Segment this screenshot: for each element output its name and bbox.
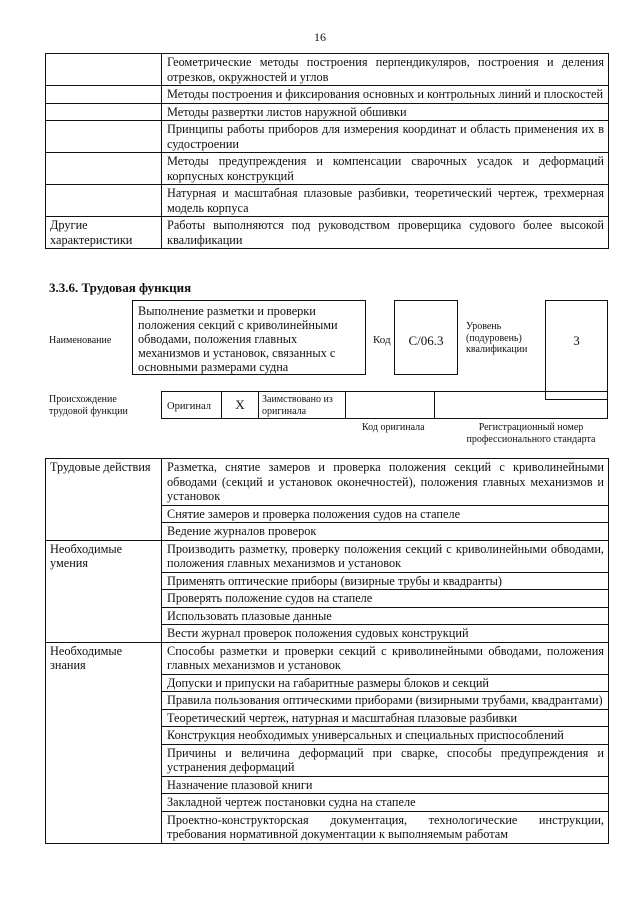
original-label: Оригинал	[167, 401, 211, 412]
original-cell	[162, 392, 222, 418]
empty-label-cell	[46, 86, 162, 104]
list-item: Допуски и припуски на габаритные размеры блоков и секций	[162, 674, 609, 692]
list-item: Ведение журналов проверок	[162, 523, 609, 541]
section-label-skills: Необходимые умения	[46, 540, 162, 642]
other-characteristics-label: Другие характеристики	[46, 217, 162, 249]
code-original-caption: Код оригинала	[362, 422, 425, 433]
reg-number-caption: Регистрационный номер профессионального стандарта	[466, 422, 596, 445]
code-label: Код	[373, 334, 391, 346]
list-item: Правила пользования оптическими приборами (визирными трубами, квадрантами)	[162, 692, 609, 710]
list-item: Способы разметки и проверки секций с криволинейными обводами, положения главных механизмов и установок	[162, 642, 609, 674]
code-original-cell	[345, 392, 435, 418]
empty-label-cell	[46, 185, 162, 217]
list-item: Использовать плазовые данные	[162, 607, 609, 625]
borrowed-label: Заимствовано из оригинала	[262, 394, 333, 417]
table-row	[46, 642, 609, 674]
list-item: Теоретический чертеж, натурная и масштабная плазовые разбивки	[162, 709, 609, 727]
level-label: Уровень (подуровень) квалификации	[466, 321, 528, 355]
list-item: Применять оптические приборы (визирные трубы и квадранты)	[162, 572, 609, 590]
list-item: Натурная и масштабная плазовые разбивки, теоретический чертеж, трехмерная модель корпуса	[162, 185, 609, 217]
code-value: C/06.3	[408, 333, 444, 348]
list-item: Разметка, снятие замеров и проверка положения секций с криволинейными обводами (секций и установок оконечностей), положения главных механизмов и установок	[162, 459, 609, 506]
table-row	[46, 459, 609, 506]
name-label: Наименование	[49, 335, 112, 346]
competency-table-continued	[45, 53, 609, 249]
origin-label: Происхождение трудовой функции	[49, 394, 128, 417]
table-row	[46, 121, 609, 153]
list-item: Методы построения и фиксирования основных и контрольных линий и плоскостей	[162, 86, 609, 104]
page-number: 16	[314, 30, 326, 44]
list-item: Проверять положение судов на стапеле	[162, 590, 609, 608]
list-item: Снятие замеров и проверка положения судов на стапеле	[162, 505, 609, 523]
list-item: Методы предупреждения и компенсации сварочных усадок и деформаций корпусных конструкций	[162, 153, 609, 185]
list-item: Принципы работы приборов для измерения координат и область применения их в судостроении	[162, 121, 609, 153]
empty-label-cell	[46, 121, 162, 153]
section-label-actions: Трудовые действия	[46, 459, 162, 541]
list-item: Назначение плазовой книги	[162, 776, 609, 794]
table-row	[46, 153, 609, 185]
table-row	[46, 86, 609, 104]
code-box	[394, 300, 458, 375]
list-item: Закладной чертеж постановки судна на стапеле	[162, 794, 609, 812]
list-item: Геометрические методы построения перпендикуляров, построения и деления отрезков, окружностей и углов	[162, 54, 609, 86]
function-name-value: Выполнение разметки и проверки положения секций с криволинейными обводами, положения главных механизмов и установок, связанных с основными размерами судна	[138, 304, 338, 374]
function-title: 3.3.6. Трудовая функция	[49, 280, 192, 295]
function-name-box	[132, 300, 366, 375]
list-item: Методы развертки листов наружной обшивки	[162, 103, 609, 121]
original-mark-cell	[222, 392, 259, 418]
empty-label-cell	[46, 54, 162, 86]
list-item: Причины и величина деформаций при сварке, способы предупреждения и устранения деформаций	[162, 744, 609, 776]
labor-function-table	[45, 458, 609, 844]
reg-number-cell	[434, 392, 607, 418]
empty-label-cell	[46, 103, 162, 121]
origin-row	[161, 391, 608, 419]
other-characteristics-text: Работы выполняются под руководством проверщика судового более высокой квалификации	[162, 217, 609, 249]
table-row	[46, 103, 609, 121]
table-row	[46, 217, 609, 249]
level-value: 3	[573, 333, 580, 348]
list-item: Конструкция необходимых универсальных и специальных приспособлений	[162, 727, 609, 745]
table-row	[46, 540, 609, 572]
empty-label-cell	[46, 153, 162, 185]
list-item: Вести журнал проверок положения судовых конструкций	[162, 625, 609, 643]
list-item: Производить разметку, проверку положения секций с криволинейными обводами, положения главных механизмов и установок	[162, 540, 609, 572]
section-label-knowledge: Необходимые знания	[46, 642, 162, 843]
list-item: Проектно-конструкторская документация, технологические инструкции, требования нормативной документации к выполняемым работам	[162, 811, 609, 843]
table-row	[46, 54, 609, 86]
table-row	[46, 185, 609, 217]
original-mark: X	[235, 397, 245, 412]
level-box	[545, 300, 608, 400]
